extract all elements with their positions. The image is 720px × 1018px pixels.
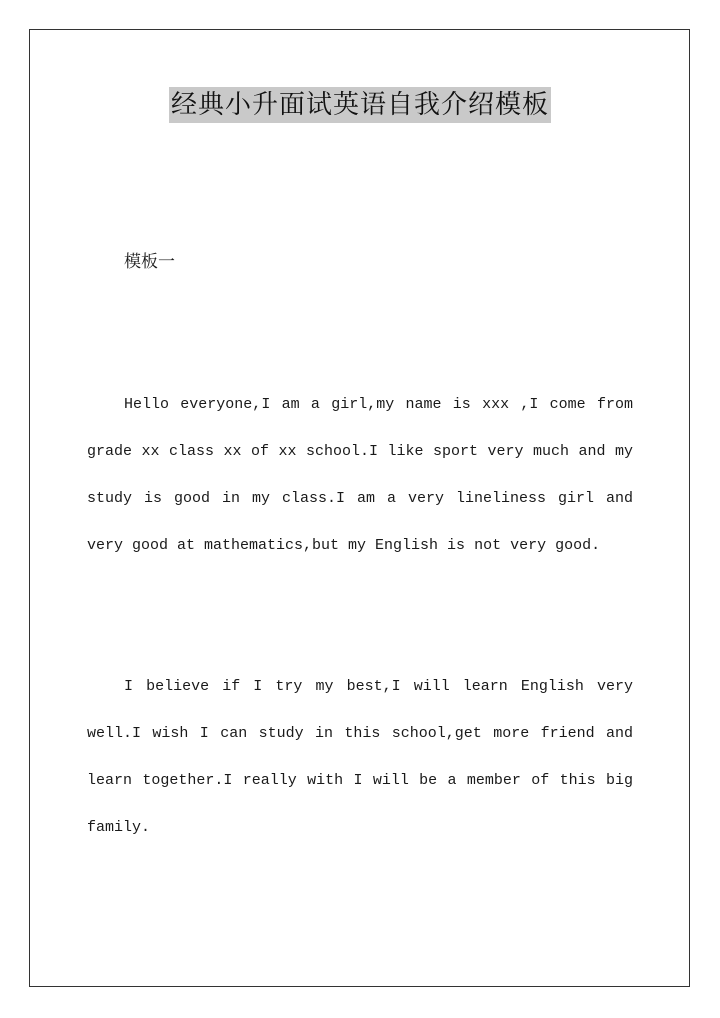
section-label: 模板一 xyxy=(124,252,175,272)
paragraph-1: Hello everyone,I am a girl,my name is xxx ,I come from grade xx class xx of xx school.I like sport very much and my study is good in my class.I am a very lineliness girl and very good at mathematics,but my English is not very good. xyxy=(87,396,633,554)
document-title: 经典小升面试英语自我介绍模板 xyxy=(169,87,551,123)
title-container xyxy=(0,87,720,123)
paragraph-2: I believe if I try my best,I will learn English very well.I wish I can study in this school,get more friend and learn together.I really with I will be a member of this big family. xyxy=(87,678,633,836)
